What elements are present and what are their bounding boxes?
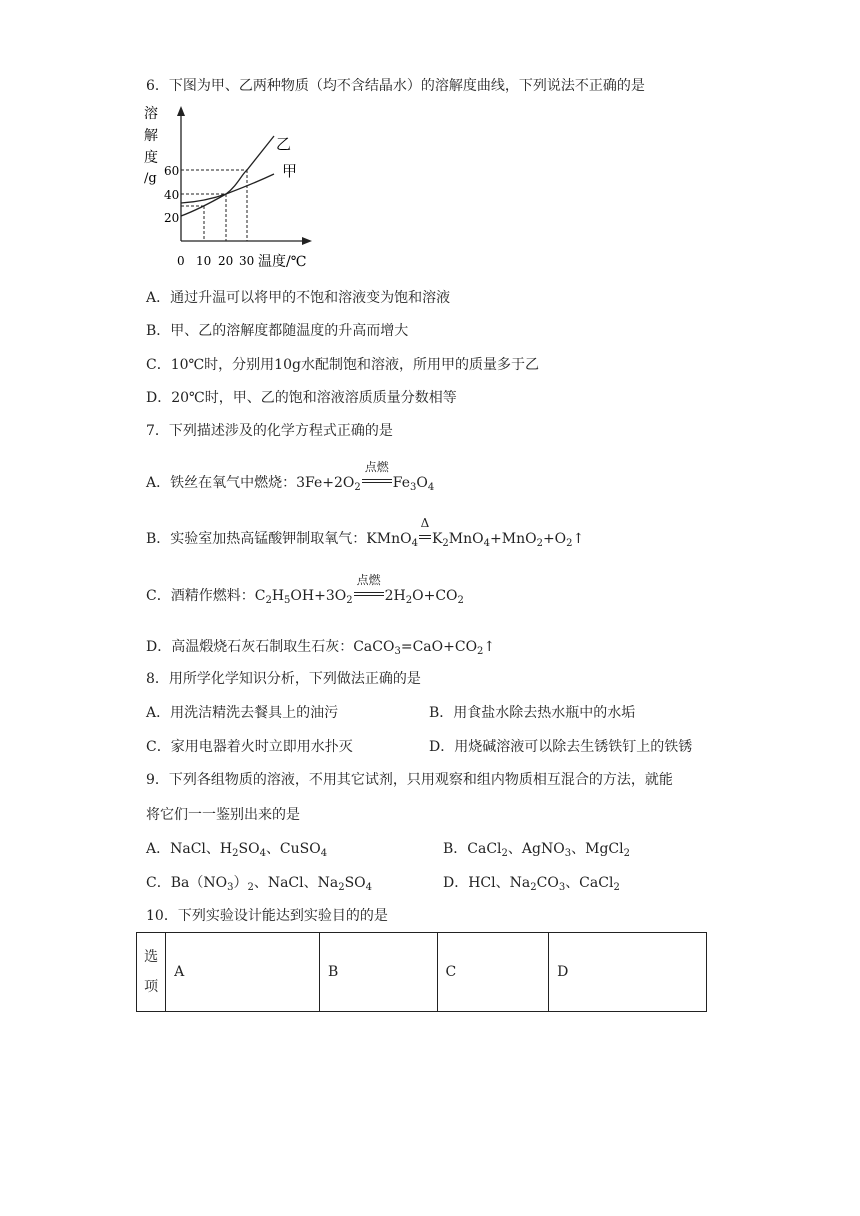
q9-option-d[interactable]: D．HCl、$Na_2CO_3$、CaCl$_2$ <box>443 875 620 893</box>
series-jia-label: 甲 <box>282 162 298 180</box>
table-col-c[interactable]: C <box>437 933 549 1012</box>
table-col-d[interactable]: D <box>549 933 707 1012</box>
x-tick-0: 0 <box>177 254 185 268</box>
q9-stem-line1: 9．下列各组物质的溶液，不用其它试剂，只用观察和组内物质相互混合的方法，就能 <box>146 772 673 788</box>
condition-heat: Δ <box>420 516 430 530</box>
q8-option-a[interactable]: A．用洗洁精洗去餐具上的油污 <box>146 705 339 721</box>
q6-option-d[interactable]: D．20℃时，甲、乙的饱和溶液溶质质量分数相等 <box>146 390 457 406</box>
guide-lines <box>181 170 247 241</box>
chart-ylabel-4: /g <box>144 171 157 186</box>
solubility-chart <box>142 104 332 269</box>
q7-stem: 7．下列描述涉及的化学方程式正确的是 <box>146 423 393 439</box>
x-tick-30: 30 <box>239 254 255 268</box>
condition-ignite: 点燃 <box>364 460 389 474</box>
q6-stem: 6．下图为甲、乙两种物质（均不含结晶水）的溶解度曲线，下列说法不正确的是 <box>146 78 645 94</box>
table-header-cell: 选 项 <box>137 933 166 1012</box>
q6-option-a[interactable]: A．通过升温可以将甲的不饱和溶液变为饱和溶液 <box>146 290 451 306</box>
chart-ylabel-1: 溶 <box>144 106 158 122</box>
q8-option-b[interactable]: B．用食盐水除去热水瓶中的水垢 <box>429 705 636 721</box>
q8-stem: 8．用所学化学知识分析，下列做法正确的是 <box>146 671 421 687</box>
q7-option-a[interactable]: A．铁丝在氧气中燃烧：$3Fe+2O_2$ 点燃 $Fe_3O_4$ <box>146 473 434 493</box>
q8-option-c[interactable]: C．家用电器着火时立即用水扑灭 <box>146 739 353 755</box>
y-axis-arrow <box>177 106 185 116</box>
y-tick-40: 40 <box>164 188 180 202</box>
q7-option-b[interactable]: B．实验室加热高锰酸钾制取氧气：KMnO$_4$ Δ $K_2MnO_4+MnO_2+O_2↑$ <box>146 529 584 549</box>
q7-option-c[interactable]: C．酒精作燃料：$C_2H_5OH+3O_2$ 点燃 $2H_2O+CO_2$ <box>146 586 464 606</box>
chart-ylabel-2: 解 <box>144 128 158 144</box>
x-axis-arrow <box>302 237 312 245</box>
y-tick-60: 60 <box>164 164 180 178</box>
table-col-a[interactable]: A <box>166 933 320 1012</box>
x-axis-label: 温度/℃ <box>258 254 307 269</box>
series-jia-line <box>181 174 274 203</box>
x-tick-10: 10 <box>196 254 212 268</box>
series-yi-label: 乙 <box>276 135 292 153</box>
table-col-b[interactable]: B <box>319 933 437 1012</box>
q9-option-a[interactable]: A．NaCl、$H_2SO_4$、CuSO$_4$ <box>146 841 328 859</box>
y-tick-20: 20 <box>164 211 180 225</box>
x-tick-20: 20 <box>218 254 234 268</box>
q8-option-d[interactable]: D．用烧碱溶液可以除去生锈铁钉上的铁锈 <box>429 739 693 755</box>
q7-option-d[interactable]: D．高温煅烧石灰石制取生石灰：$CaCO_3=CaO+CO_2↑$ <box>146 639 496 657</box>
series-yi-line <box>181 136 274 216</box>
q6-option-b[interactable]: B．甲、乙的溶解度都随温度的升高而增大 <box>146 323 409 339</box>
q6-option-c[interactable]: C．10℃时，分别用10g水配制饱和溶液，所用甲的质量多于乙 <box>146 357 539 373</box>
q10-options-table <box>136 932 707 1012</box>
condition-ignite-c: 点燃 <box>356 573 381 587</box>
q9-stem-line2: 将它们一一鉴别出来的是 <box>146 807 300 823</box>
chart-ylabel-3: 度 <box>144 150 158 166</box>
q9-option-b[interactable]: B．CaCl$_2$、AgNO$_3$、MgCl$_2$ <box>443 841 630 859</box>
q10-stem: 10．下列实验设计能达到实验目的的是 <box>146 908 388 924</box>
q9-option-c[interactable]: C．$Ba(NO_3)_2$、NaCl、$Na_2SO_4$ <box>146 875 373 893</box>
